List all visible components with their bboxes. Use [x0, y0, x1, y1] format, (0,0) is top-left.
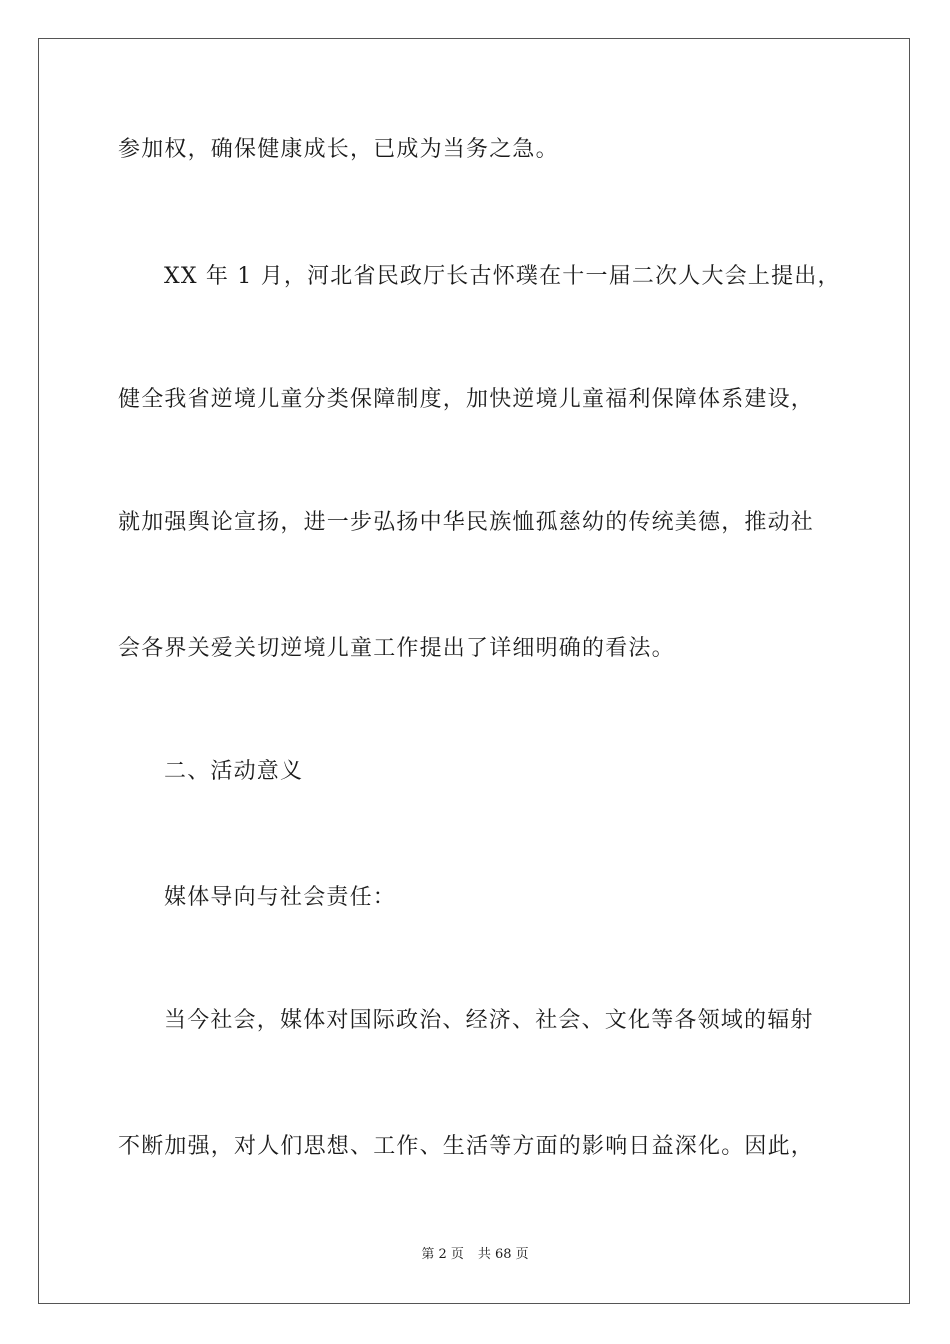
text-line: 当今社会，媒体对国际政治、经济、社会、文化等各领域的辐射: [164, 1008, 814, 1033]
text-line: 就加强舆论宣扬，进一步弘扬中华民族恤孤慈幼的传统美德，推动社: [118, 510, 815, 535]
text-line: 参加权，确保健康成长，已成为当务之急。: [118, 137, 559, 162]
text-line: 不断加强，对人们思想、工作、生活等方面的影响日益深化。因此，: [118, 1134, 815, 1159]
subsection-heading: 媒体导向与社会责任：: [164, 885, 397, 910]
text-line: 会各界关爱关切逆境儿童工作提出了详细明确的看法。: [118, 636, 675, 661]
text-line: XX 年 1 月，河北省民政厅长古怀璞在十一届二次人大会上提出，: [164, 264, 841, 289]
text-line: 健全我省逆境儿童分类保障制度，加快逆境儿童福利保障体系建设，: [118, 387, 815, 412]
page-total: 共 68 页: [477, 1247, 529, 1262]
page-number: 第 2 页: [421, 1247, 464, 1262]
section-heading: 二、活动意义: [164, 759, 304, 784]
page-footer: [0, 1246, 950, 1264]
page-frame: [38, 38, 910, 1304]
